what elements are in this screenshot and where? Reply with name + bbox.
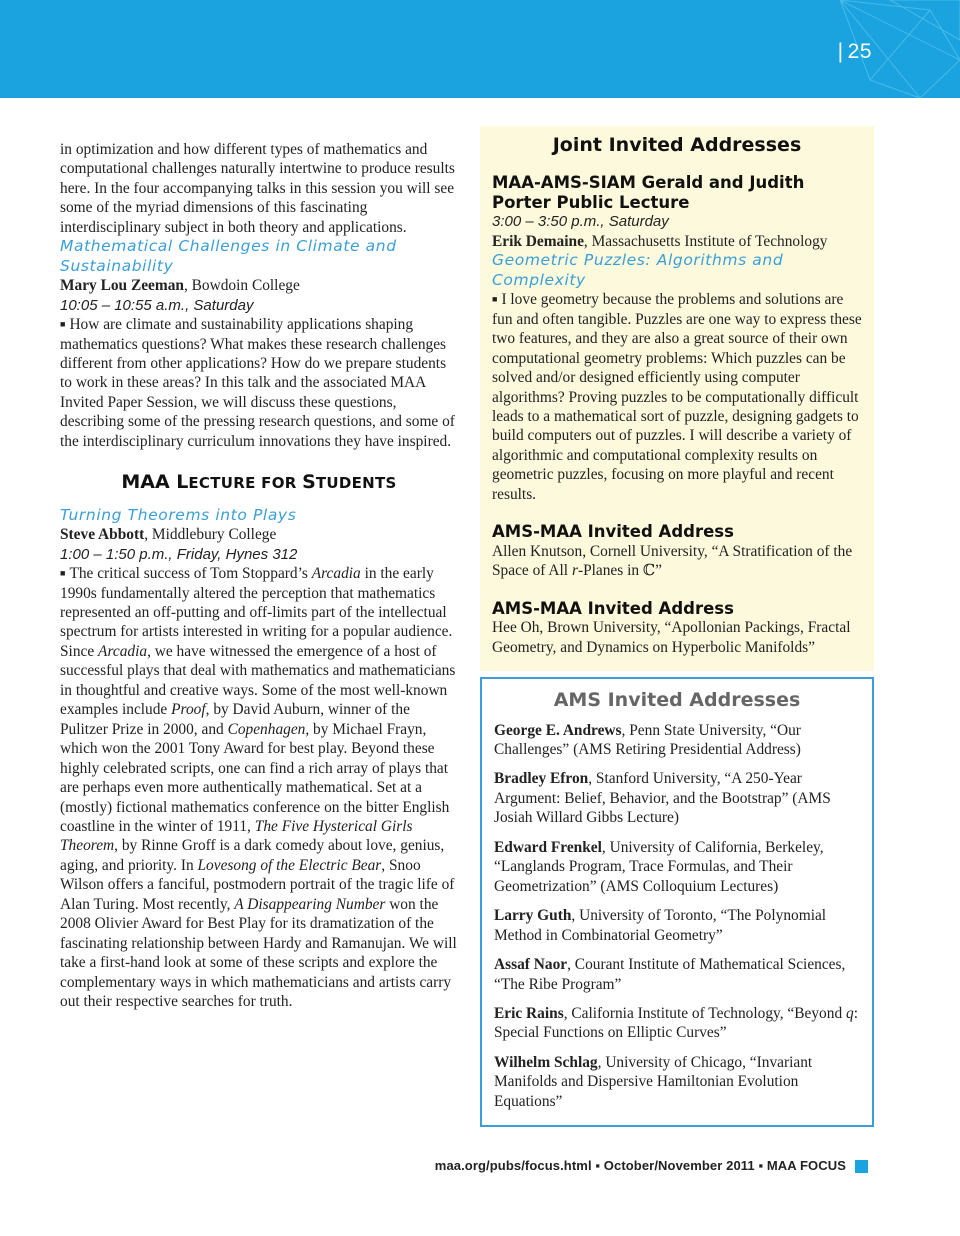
public-lecture-heading: MAA-AMS-SIAM Gerald and Judith Porter Public Lecture: [492, 173, 805, 212]
session-title-climate: Mathematical Challenges in Climate and Sustainability: [60, 237, 397, 275]
joint-addresses-title: Joint Invited Addresses: [552, 134, 802, 156]
talk-abstract: ■ I love geometry because the problems and solutions are fun and often tangible. Puzzles are one way to express these two features, and they are also a great source of their own computational geometry problems: Which puzzles can be solved and/or designed efficiently using computer algorithms? Proving puzzles to be computationally difficult leads to a mathematical sort of puzzle, designing gadgets to build computers out of puzzles. I will describe a variety of algorithmic and computational complexity results on geometric puzzles, focusing on more playful and recent results.: [492, 291, 862, 503]
footer-text: maa.org/pubs/focus.html ▪ October/November 2011 ▪ MAA FOCUS: [434, 1158, 846, 1173]
speaker-affiliation: , Massachusetts Institute of Technology: [583, 232, 828, 250]
session-title-plays: Turning Theorems into Plays: [60, 505, 297, 524]
invited-address-heading: AMS-MAA Invited Address: [492, 522, 734, 542]
ams-addresses-box: [480, 677, 874, 1127]
invited-address-text: Hee Oh, Brown University, “Apollonian Packings, Fractal Geometry, and Dynamics on Hyperbolic Manifolds”: [492, 619, 851, 656]
speaker-affiliation: , Bowdoin College: [183, 277, 300, 295]
speaker-affiliation: , Middlebury College: [144, 526, 277, 544]
joint-addresses-box: [480, 126, 874, 671]
invited-address-text: Allen Knutson, Cornell University, “A Stratification of the Space of All r-Planes in ℂ”: [492, 542, 853, 580]
bullet-icon: ■: [60, 319, 66, 330]
page-number: | 25: [837, 40, 872, 63]
ams-address-item: Assaf Naor, Courant Institute of Mathematical Sciences, “The Ribe Program”: [494, 956, 846, 993]
section-heading-lecture-for-students: MAA LECTURE FOR STUDENTS: [121, 471, 397, 494]
ams-address-item: Wilhelm Schlag, University of Chicago, “Invariant Manifolds and Dispersive Hamiltonian Evolution Equations”: [494, 1053, 813, 1110]
session-time: 1:00 – 1:50 p.m., Friday, Hynes 312: [60, 545, 298, 563]
lecture-time: 3:00 – 3:50 p.m., Saturday: [492, 213, 669, 231]
invited-address-heading: AMS-MAA Invited Address: [492, 598, 734, 618]
intro-paragraph: in optimization and how different types of mathematics and computational challenges naturally intertwine to produce results here. In the four accompanying talks in this session you will see some of the myriad dimensions of this fascinating interdisciplinary subject in both theory and applications.: [60, 141, 455, 236]
bullet-icon: ■: [492, 294, 498, 305]
speaker-line: [60, 276, 458, 295]
ams-address-item: Eric Rains, California Institute of Technology, “Beyond q: Special Functions on Elliptic Curves”: [494, 1004, 858, 1042]
bullet-icon: ■: [60, 568, 66, 579]
left-column: [60, 140, 458, 1011]
ams-address-item: George E. Andrews, Penn State University, “Our Challenges” (AMS Retiring Presidential Address): [494, 721, 801, 758]
right-column: [480, 126, 874, 1127]
session-time: 10:05 – 10:55 a.m., Saturday: [60, 296, 254, 314]
speaker-name: Erik Demaine: [492, 232, 584, 250]
footer-square-icon: [855, 1160, 868, 1173]
ams-address-item: Bradley Efron, Stanford University, “A 250-Year Argument: Belief, Behavior, and the Bootstrap” (AMS Josiah Willard Gibbs Lecture): [494, 770, 831, 827]
session-abstract: ■ How are climate and sustainability applications shaping mathematics questions? What makes these research challenges different from other applications? How do we prepare students to work in these areas? In this talk and the associated MAA Invited Paper Session, we will discuss these questions, describing some of the pressing research questions, and some of the interdisciplinary curriculum innovations they have inspired.: [60, 316, 455, 450]
speaker-name: Mary Lou Zeeman: [60, 277, 184, 295]
ams-addresses-title: AMS Invited Addresses: [553, 689, 801, 712]
talk-title: Geometric Puzzles: Algorithms and Complexity: [492, 251, 784, 289]
header-band: [0, 0, 960, 98]
ams-address-item: Larry Guth, University of Toronto, “The Polynomial Method in Combinatorial Geometry”: [494, 907, 827, 944]
speaker-name: Steve Abbott: [60, 526, 145, 544]
session-abstract: ■ The critical success of Tom Stoppard’s Arcadia in the early 1990s fundamentally altered the perception that mathematics represented an off-putting and off-limits part of the intellectual spectrum for artists interested in writing for a popular audience. Since Arcadia, we have witnessed the emergence of a host of successful plays that deal with mathematics and mathematicians in thoughtful and creative ways. Some of the most well-known examples include Proof, by David Auburn, winner of the Pulitzer Prize in 2000, and Copenhagen, by Michael Frayn, which won the 2001 Tony Award for best play. Beyond these highly celebrated scripts, one can find a rich array of plays that are perhaps even more authentically mathematical. Set at a (mostly) fictional mathematics conference on the bitter English coastline in the winter of 1911, The Five Hysterical Girls Theorem, by Rinne Groff is a dark comedy about love, genius, aging, and priority. In Lovesong of the Electric Bear, Snoo Wilson offers a fanciful, postmodern portrait of the tragic life of Alan Turing. Most recently, A Disappearing Number won the 2008 Olivier Award for Best Play for its dramatization of the fascinating relationship between Hardy and Ramanujan. We will take a first-hand look at some of these scripts and explore the complementary ways in which mathematicians and artists carry out their respective searches for truth.: [60, 565, 457, 1011]
speaker-line: [60, 525, 458, 544]
speaker-line: [492, 232, 862, 251]
ams-address-item: Edward Frenkel, University of California, Berkeley, “Langlands Program, Trace Formulas, and Their Geometrization” (AMS Colloquium Lectures): [494, 838, 824, 895]
